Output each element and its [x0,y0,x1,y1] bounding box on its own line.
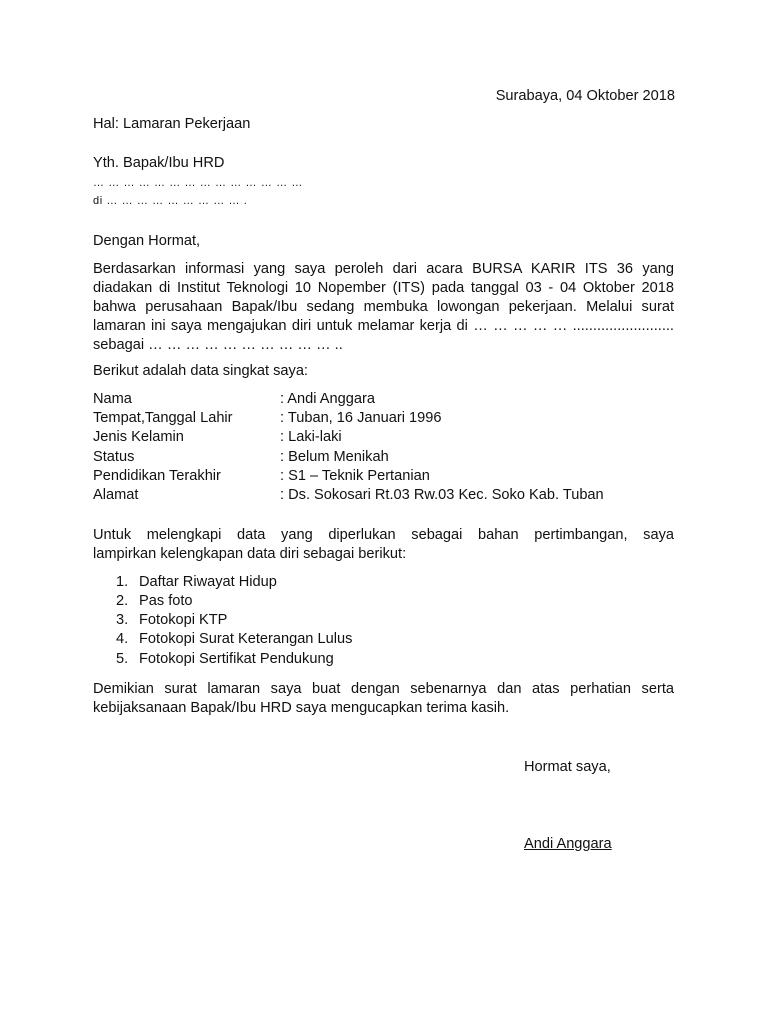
list-number: 2. [116,593,129,609]
data-label: Status [93,449,135,465]
data-label: Alamat [93,487,139,503]
recipient-company-placeholder: … … … … … … … … … … … … … … [93,177,303,189]
paragraph-line: lamaran ini saya mengajukan diri untuk melamar kerja di … … … … … ......................... [93,318,674,334]
data-value: : Belum Menikah [280,449,389,465]
paragraph-line: sebagai … … … … … … … … … … .. [93,337,343,353]
signer-name: Andi Anggara [524,836,612,852]
data-value: : Laki-laki [280,429,342,445]
paragraph-line: bahwa perusahaan Bapak/Ibu sedang membuka lowongan pekerjaan. Melalui surat [93,299,674,315]
data-row-birth [93,409,693,428]
data-intro: Berikut adalah data singkat saya: [93,363,308,379]
data-row-education [93,467,693,486]
list-number: 1. [116,574,129,590]
paragraph-line: Demikian surat lamaran saya buat dengan sebenarnya dan atas perhatian serta [93,681,674,697]
paragraph-line: lampirkan kelengkapan data diri sebagai berikut: [93,546,407,562]
paragraph-line: Berdasarkan informasi yang saya peroleh dari acara BURSA KARIR ITS 36 yang [93,261,674,277]
data-value: : Tuban, 16 Januari 1996 [280,410,442,426]
greeting: Dengan Hormat, [93,233,201,249]
data-label: Tempat,Tanggal Lahir [93,410,233,426]
data-value: : S1 – Teknik Pertanian [280,468,430,484]
closing-salutation: Hormat saya, [524,759,611,775]
paragraph-line: kebijaksanaan Bapak/Ibu HRD saya mengucapkan terima kasih. [93,700,510,716]
list-text: Fotokopi KTP [139,612,228,628]
data-value: : Ds. Sokosari Rt.03 Rw.03 Kec. Soko Kab. Tuban [280,487,604,503]
list-text: Daftar Riwayat Hidup [139,574,277,590]
data-label: Pendidikan Terakhir [93,468,221,484]
list-text: Fotokopi Surat Keterangan Lulus [139,631,353,647]
list-text: Pas foto [139,593,193,609]
subject-line: Hal: Lamaran Pekerjaan [93,116,251,132]
data-row-status [93,448,693,467]
place-date: Surabaya, 04 Oktober 2018 [495,88,675,104]
paragraph-line: Untuk melengkapi data yang diperlukan sebagai bahan pertimbangan, saya [93,527,674,543]
data-label: Nama [93,391,132,407]
list-number: 4. [116,631,129,647]
data-label: Jenis Kelamin [93,429,184,445]
list-text: Fotokopi Sertifikat Pendukung [139,651,334,667]
recipient-address-placeholder: di … … … … … … … … … . [93,195,248,207]
paragraph-line: diadakan di Institut Teknologi 10 Nopember (ITS) pada tanggal 03 - 04 Oktober 2018 [93,280,674,296]
data-row-gender [93,428,693,447]
list-number: 3. [116,612,129,628]
list-number: 5. [116,651,129,667]
data-row-name [93,390,693,409]
recipient-title: Yth. Bapak/Ibu HRD [93,155,225,171]
data-row-address [93,486,693,505]
data-value: : Andi Anggara [280,391,375,407]
